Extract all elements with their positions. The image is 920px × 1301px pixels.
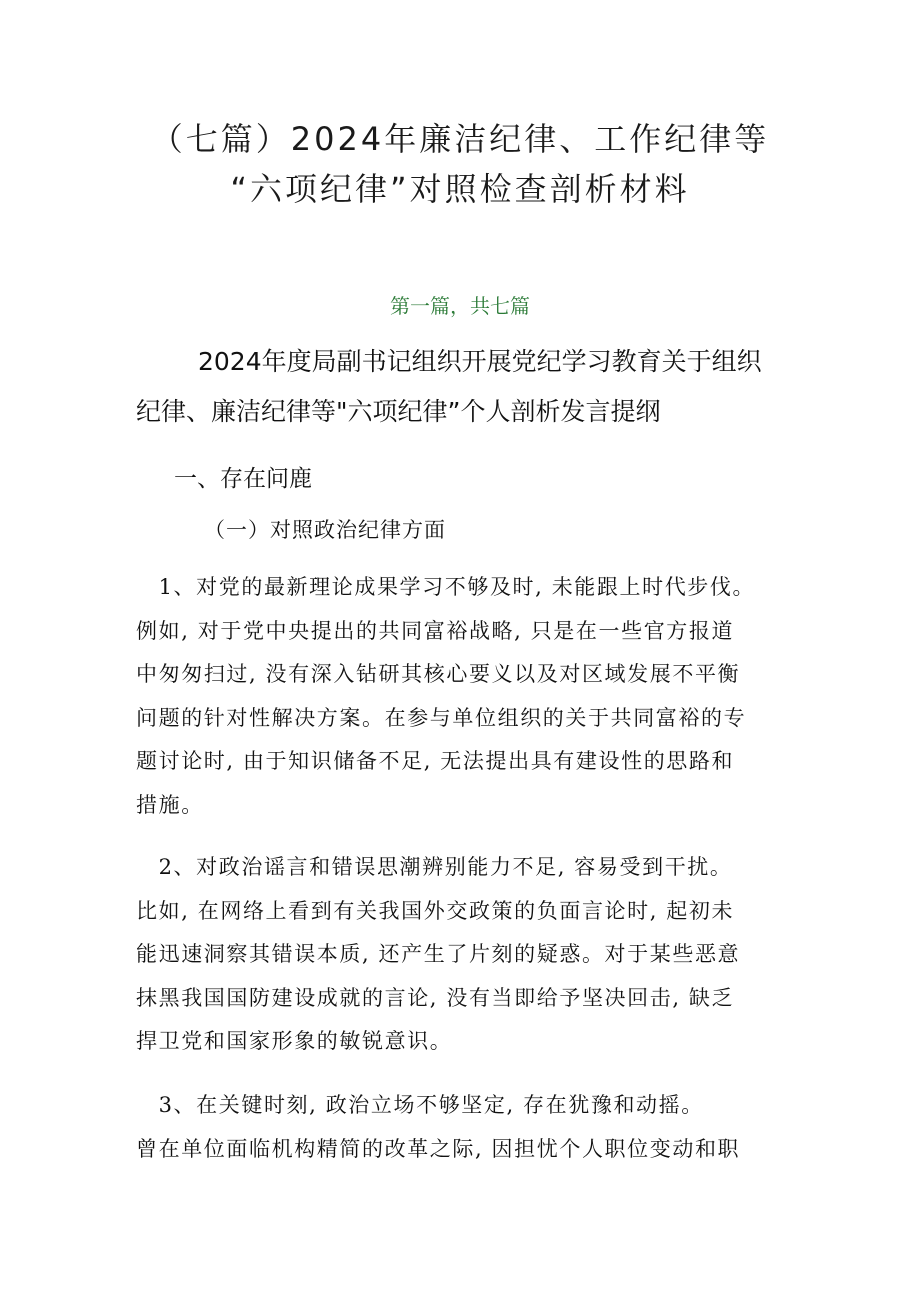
paragraph-line: 捍卫党和国家形象的敏锐意识。 [136,1029,453,1053]
paragraph-2 [136,846,796,1064]
paragraph-line: 能迅速洞察其错误本质, 还产生了片刻的疑惑。对于某些恶意 [136,942,741,966]
paragraph-line: 曾在单位面临机构精简的改革之际, 因担忧个人职位变动和职 [136,1136,741,1161]
paragraph-line: 题讨论时, 由于知识储备不足, 无法提出具有建设性的思路和 [136,749,735,773]
paragraph-line: 比如, 在网络上看到有关我国外交政策的负面言论时, 起初未 [136,898,735,923]
document-title-line-2: “六项纪律”对照检查剖析材料 [230,170,690,208]
paragraph-line: 中匆匆扫过, 没有深入钻研其核心要义以及对区域发展不平衡 [136,662,741,686]
article-counter: 第一篇，共七篇 [390,294,530,318]
paragraph-line: 2、对政治谣言和错误思潮辨别能力不足, 容易受到干扰。 [136,855,733,879]
paragraph-line: 问题的针对性解决方案。在参与单位组织的关于共同富裕的专 [136,705,747,730]
paragraph-line: 措施。 [136,792,204,817]
document-title-line-1: （七篇）2024年廉洁纪律、工作纪律等 [150,120,770,158]
paragraph-1 [136,566,796,827]
paragraph-line: 3、在关键时刻, 政治立场不够坚定, 存在犹豫和动摇。 [136,1093,704,1117]
article-title-line-2: 纪律、廉洁纪律等"六项纪律”个人剖析发言提纲 [136,397,661,426]
paragraph-line: 1、对党的最新理论成果学习不够及时, 未能跟上时代步伐。 [136,575,756,599]
section-heading: 一、存在问鹿 [174,466,312,492]
paragraph-line: 例如, 对于党中央提出的共同富裕战略, 只是在一些官方报道 [136,618,735,643]
paragraph-line: 抹黑我国国防建设成就的言论, 没有当即给予坚决回击, 缺乏 [136,985,735,1010]
article-title-line-1: 2024年度局副书记组织开展党纪学习教育关于组织 [198,347,762,376]
subsection-heading: （一）对照政治纪律方面 [204,518,446,542]
paragraph-3 [136,1084,796,1171]
